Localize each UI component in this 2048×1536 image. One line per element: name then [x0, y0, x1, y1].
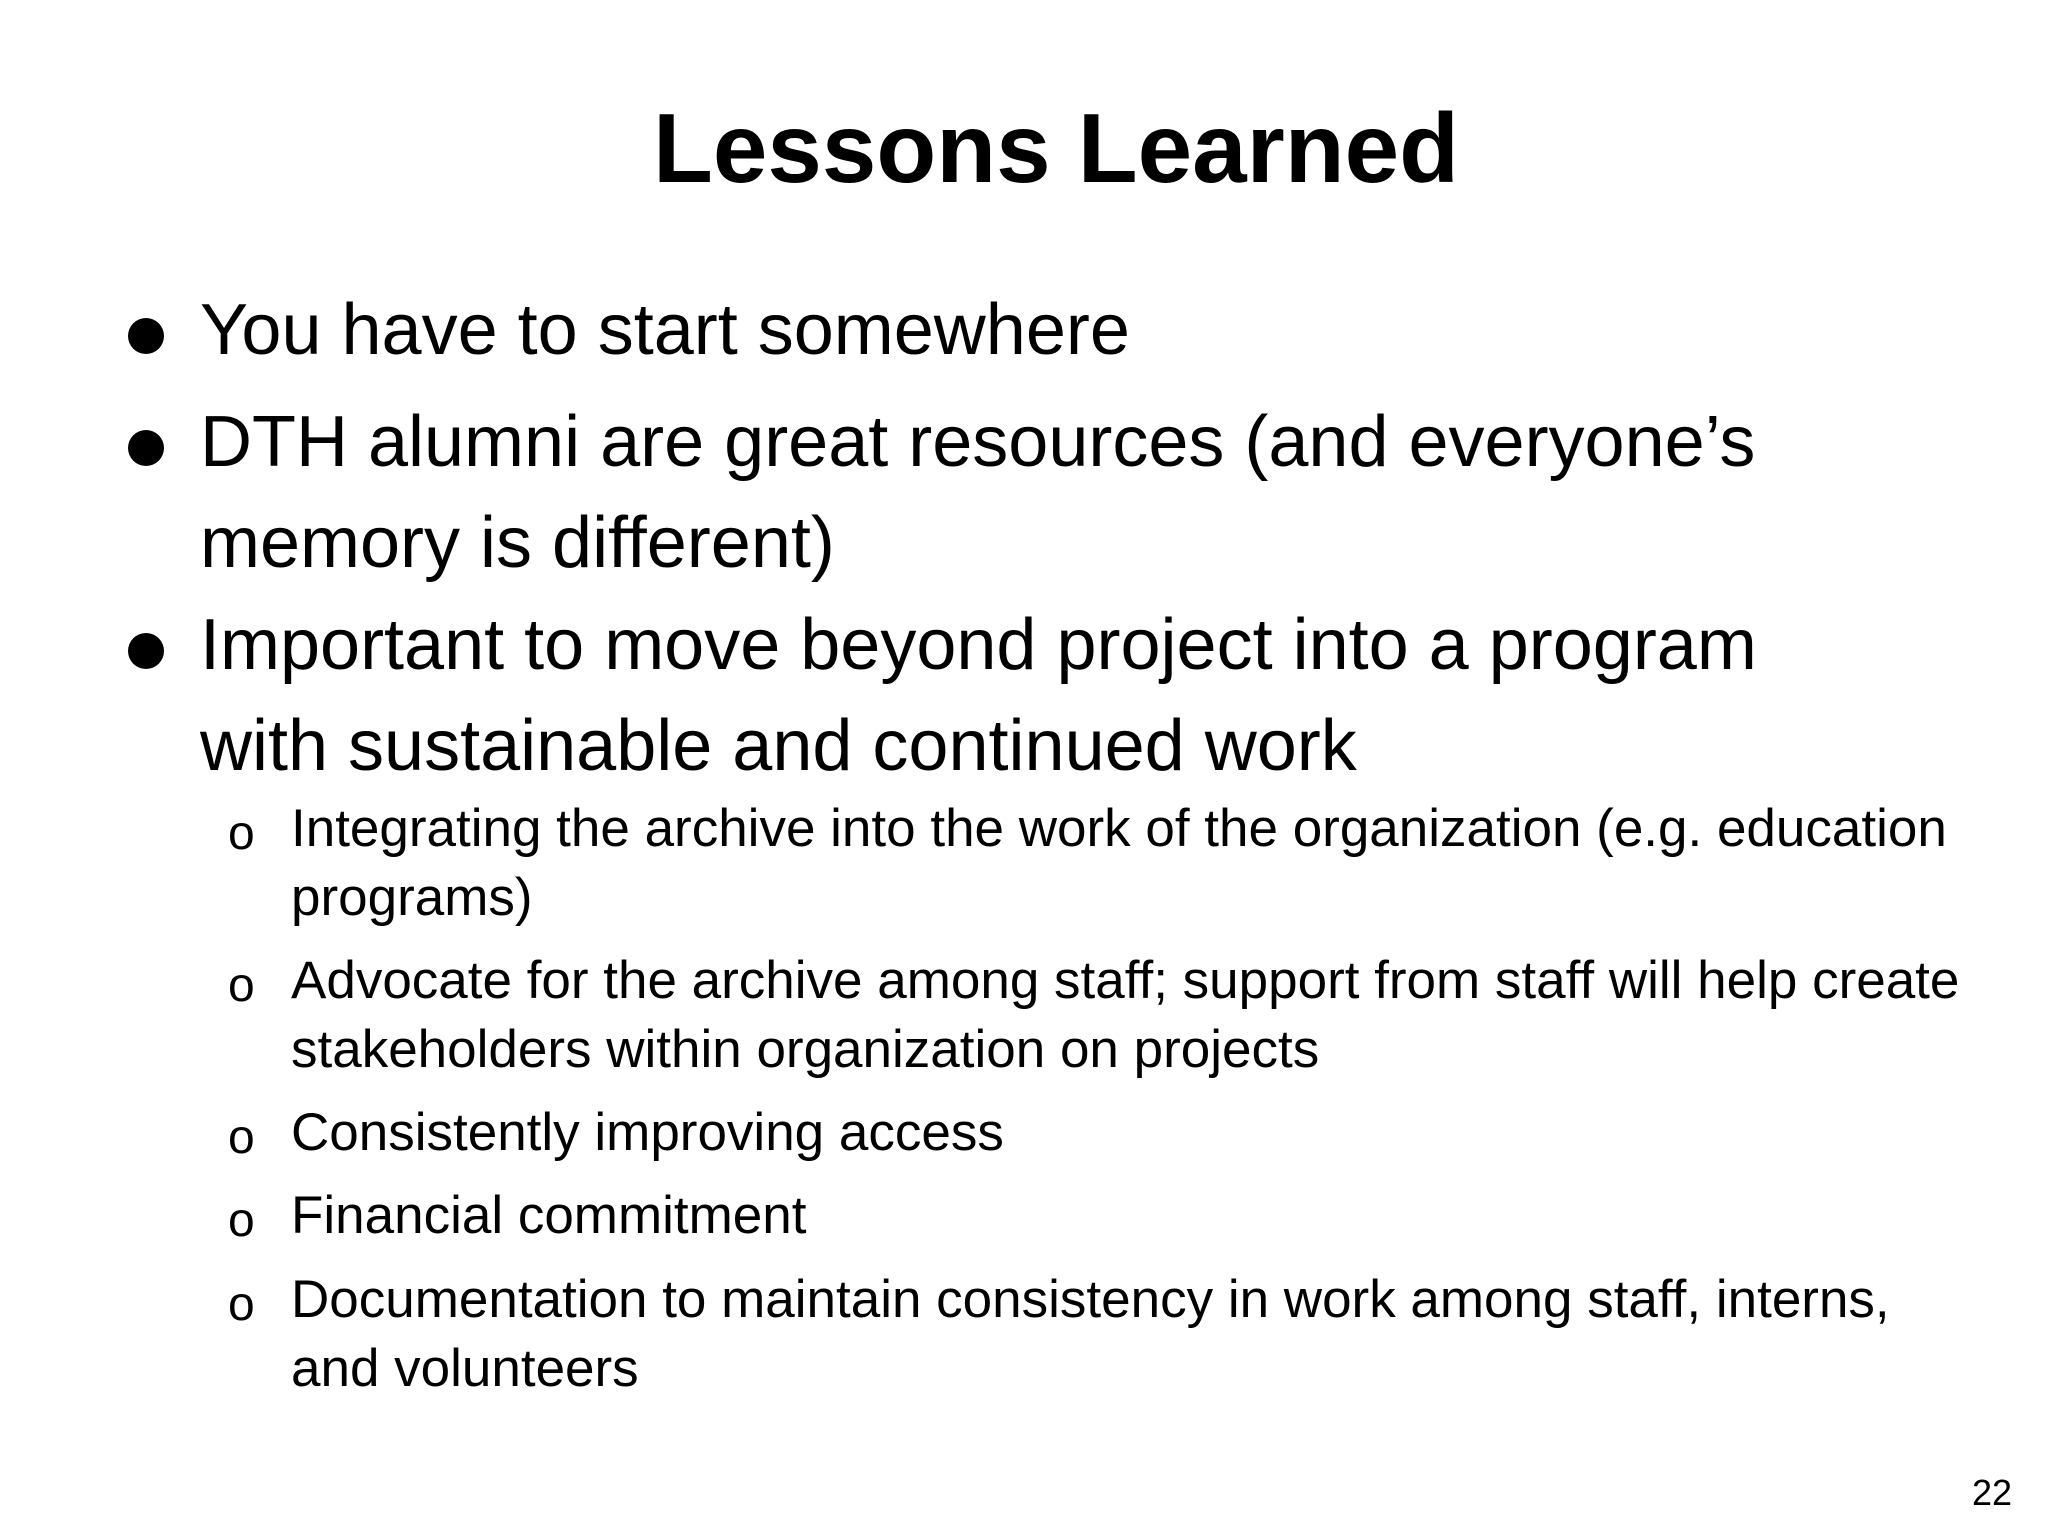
slide-title: Lessons Learned	[652, 93, 1460, 203]
bullet-dot-icon	[128, 318, 164, 354]
sub-bullet-marker: o	[228, 1278, 255, 1331]
bullet-dot-icon	[128, 430, 164, 466]
bullet-item	[200, 280, 1900, 381]
sub-bullet-marker: o	[228, 807, 255, 860]
sub-bullet-text: Documentation to maintain consistency in work among staff, interns, and volunteers	[291, 1270, 1890, 1398]
bullet-text: DTH alumni are great resources (and everyone’s memory is different)	[200, 402, 1756, 583]
sub-bullet-marker: o	[228, 1194, 255, 1247]
sub-bullet-item	[228, 1265, 1971, 1403]
sub-bullet-item	[228, 946, 1971, 1084]
sub-bullet-text: Financial commitment	[291, 1186, 807, 1245]
sub-bullet-text: Advocate for the archive among staff; support from staff will help create stakeholders within organization on projects	[291, 951, 1960, 1079]
bullet-item	[200, 595, 1900, 797]
sub-bullet-item	[228, 794, 1971, 932]
bullet-text: Important to move beyond project into a program with sustainable and continued work	[200, 605, 1757, 786]
sub-bullet-marker: o	[228, 959, 255, 1012]
sub-bullet-marker: o	[228, 1111, 255, 1164]
sub-bullet-item	[228, 1098, 1971, 1167]
sub-bullet-item	[228, 1181, 1971, 1250]
sub-bullet-text: Integrating the archive into the work of the organization (e.g. education programs)	[291, 799, 1947, 927]
bullet-dot-icon	[128, 633, 164, 669]
sub-bullet-text: Consistently improving access	[291, 1103, 1004, 1162]
page-number: 22	[1971, 1472, 2012, 1513]
bullet-text: You have to start somewhere	[200, 290, 1130, 370]
bullet-item	[200, 392, 1900, 594]
